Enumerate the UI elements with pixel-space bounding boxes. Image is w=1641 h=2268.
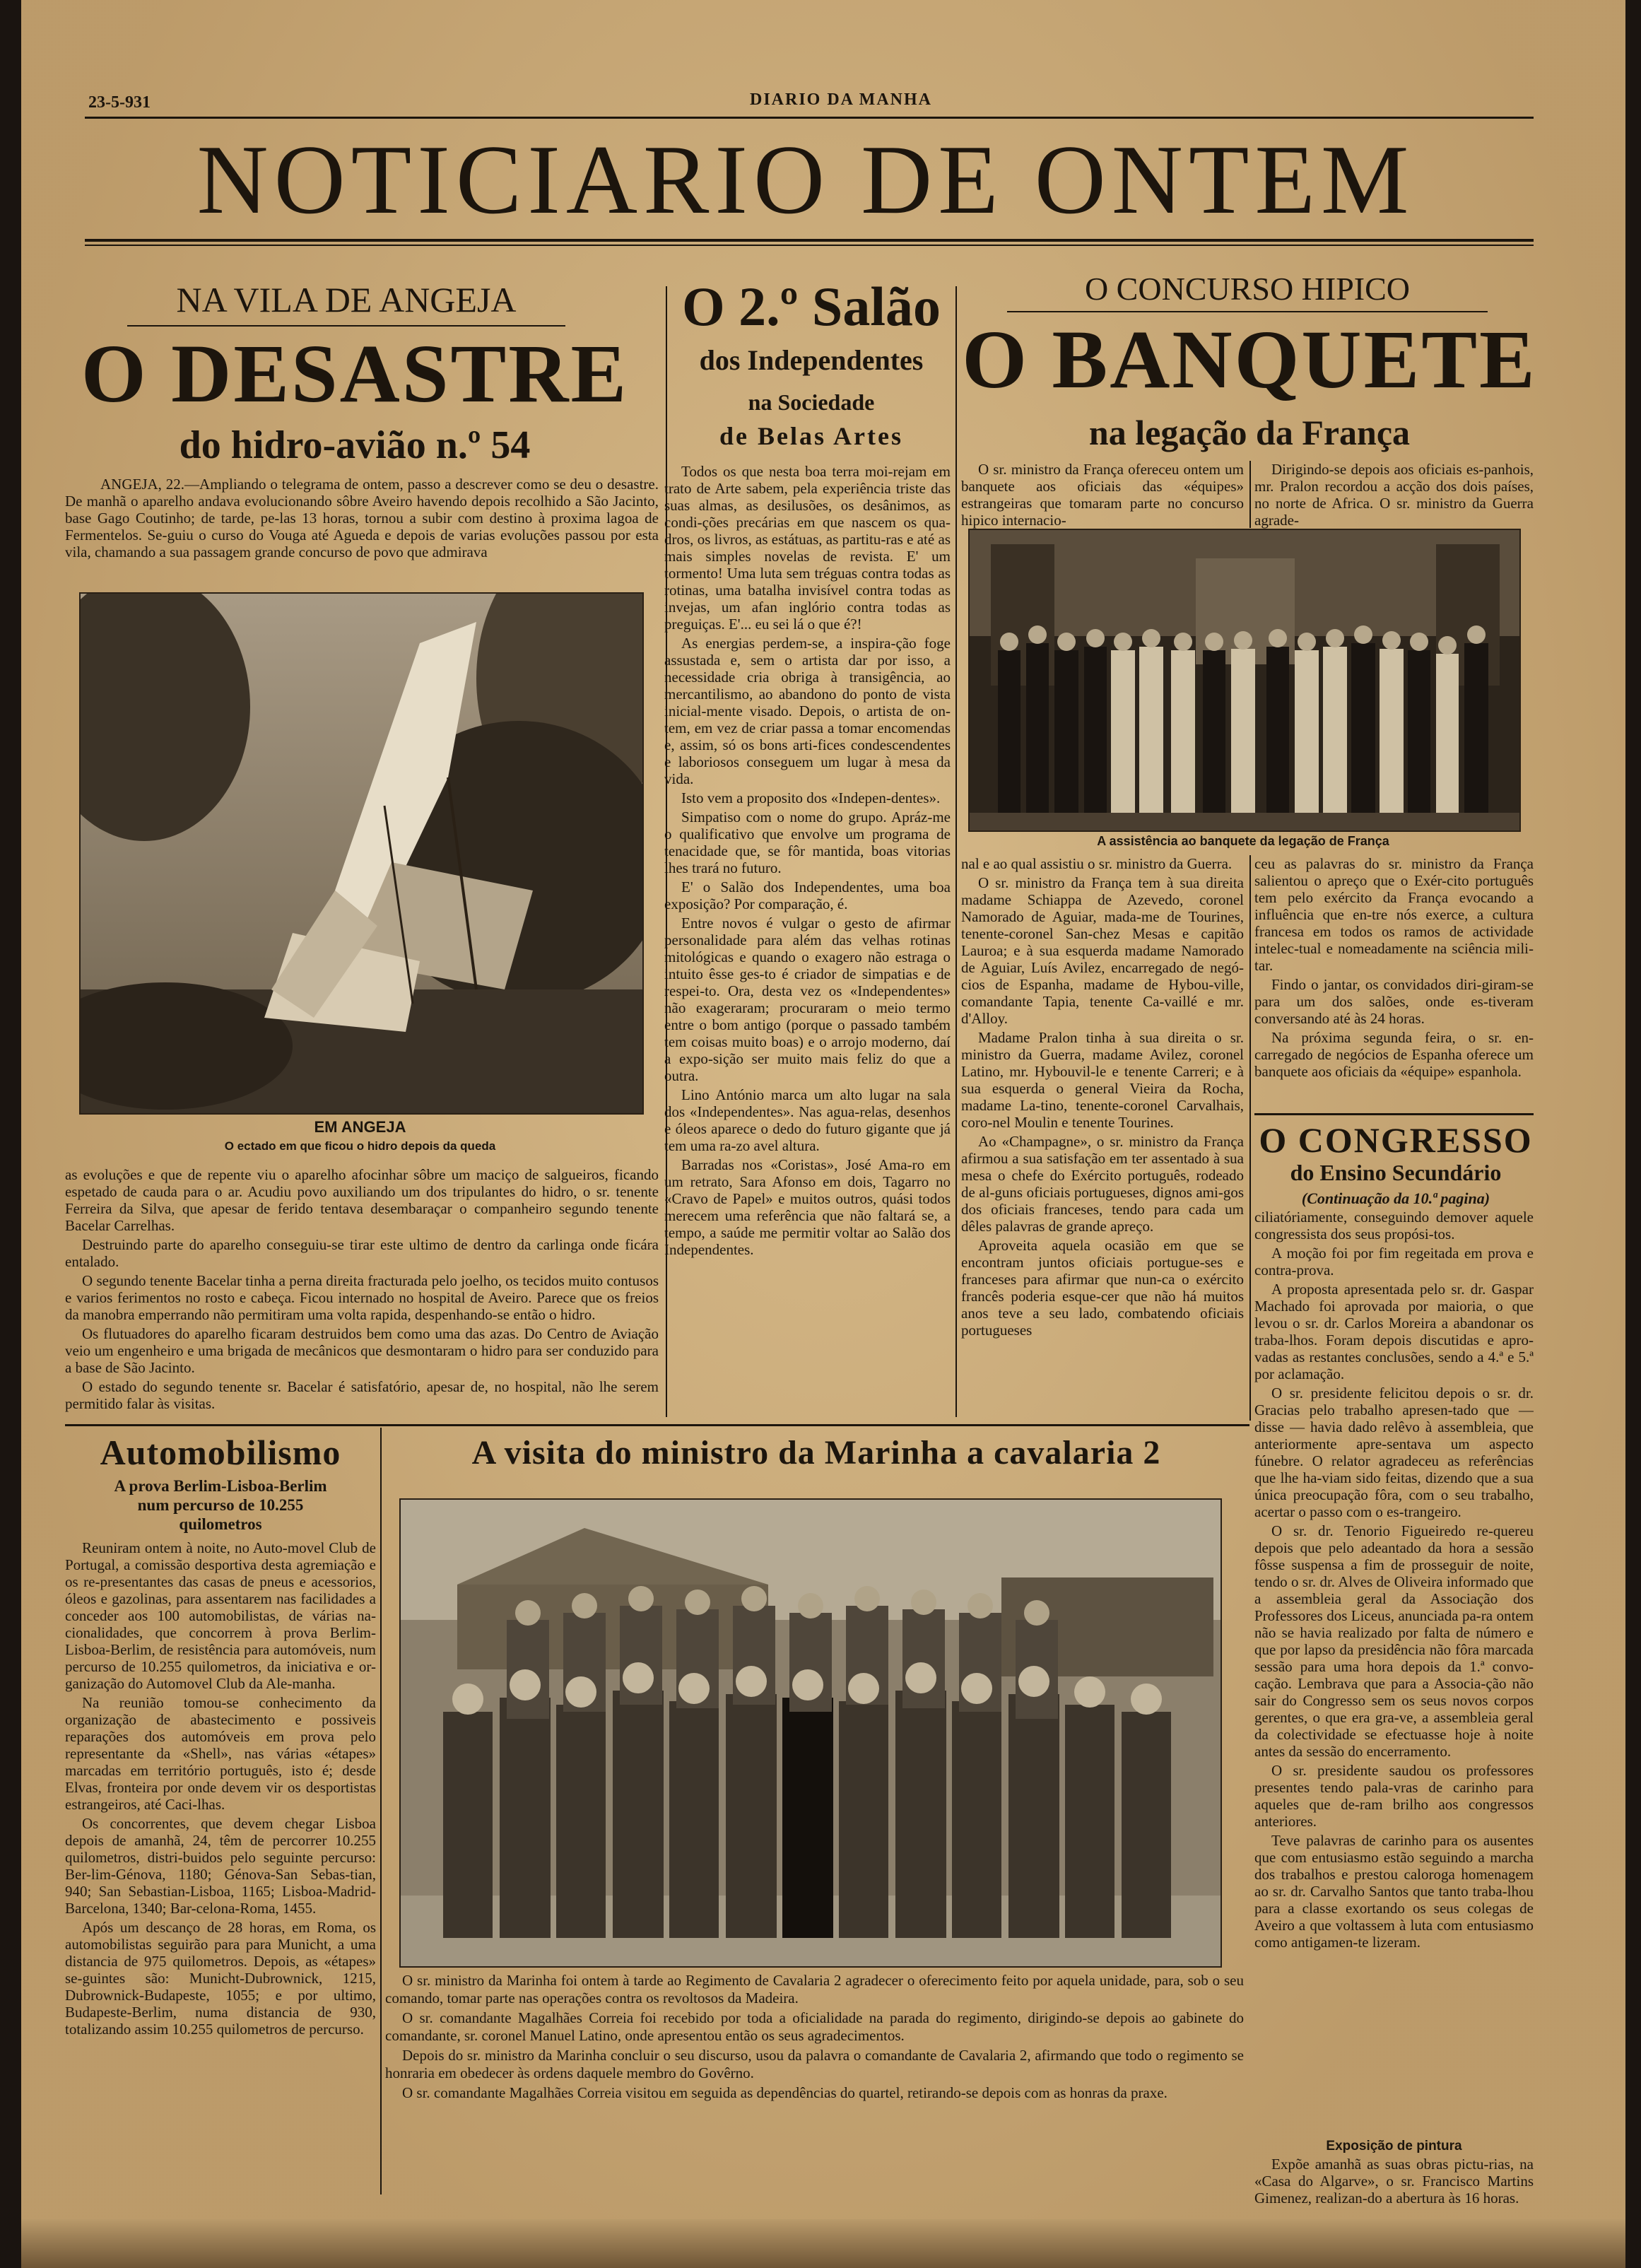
banquete-subhead: na legação da França [1088,413,1411,452]
angeja-paragraph: O estado do segundo tenente sr. Bacelar é satisfatório, apesar de, no hospital, não lhe serem permitido falar às visitas. [65,1378,659,1412]
banquete-kicker-rule [1007,311,1488,312]
issue-date: 23-5-931 [88,93,151,112]
banquete-col2 [1254,855,1534,1110]
congresso-paragraph: O sr. presidente saudou os professores presentes tendo pala-vras de carinho para aqueles que de-ram brilho aos congressos anteriores. [1254,1762,1534,1830]
salao-body [664,463,951,1421]
congresso-paragraph: A moção foi por fim regeitada em prova e contra-prova. [1254,1245,1534,1279]
header-rule [85,117,1534,119]
congresso-headline: O CONGRESSO [1259,1120,1533,1160]
banquete-headline: O BANQUETE [962,313,1537,406]
page-bottom-edge [21,2219,1625,2268]
angeja-kicker-rule [127,325,565,327]
angeja-photo-title: EM ANGEJA [314,1118,406,1136]
angeja-paragraph: Destruindo parte do aparelho conseguiu-se tirar este ultimo de dentro da carlinga onde ficára entalado. [65,1236,659,1270]
angeja-kicker: NA VILA DE ANGEJA [176,280,517,319]
angeja-photo [79,592,644,1115]
marinha-paragraph: Depois do sr. ministro da Marinha concluir o seu discurso, usou da palavra o comandante de Cavalaria 2, afirmando que todo o regimento se honraria em obedecer às ordens daquele membro do Govêrno. [385,2047,1244,2081]
banquete-paragraph: Findo o jantar, os convidados diri-giram-se para um dos salões, onde es-tiveram conversando até às 24 horas. [1254,976,1534,1027]
banquete-paragraph: Dirigindo-se depois aos oficiais es-panhois, mr. Pralon recordou a acção dos dois países, no norte de Africa. O sr. ministro da Guerra agrade- [1254,461,1534,529]
banquete-paragraph: Ao «Champagne», o sr. ministro da França afirmou a sua satisfação em ter assentado à sua mesa o chefe do Exército português, rodeado de al-guns oficiais portugueses, dignos ami-gos dos oficiais franceses, tendo para cada um dêles palavras de grande apreço. [961,1133,1244,1235]
congresso-body [1254,1209,1534,2134]
auto-paragraph: Reuniram ontem à noite, no Auto-movel Club de Portugal, a comissão desportiva desta agremiação e os re-presentantes das casas de pneus e acessorios, óleos e gazolinas, para assentarem nas facilidades a conceder aos 100 automobilistas, de várias na-cionalidades, que concorrem à prova Berlim-Lisboa-Berlim, de resistência para automóveis, num percurso de 10.255 quilometros, da iniciativa e or-ganização do Automovel Club da Ale-manha. [65,1539,376,1692]
banquete-paragraph: ceu as palavras do sr. ministro da França salientou o apreço que o Exér-cito português tem pelo exército da França evocando a influência que en-tre nós exerce, a cultura francesa em todos os ramos de actividade intelec-tual e nomeadamente na sciência mili-tar. [1254,855,1534,974]
page-title: NOTICIARIO DE ONTEM [196,125,1415,235]
angeja-headline: O DESASTRE [81,327,629,420]
banquete-paragraph: nal e ao qual assistiu o sr. ministro da Guerra. [961,855,1233,872]
marinha-headline: A visita do ministro da Marinha a cavalaria 2 [471,1434,1161,1471]
congresso-paragraph: A proposta apresentada pelo sr. dr. Gaspar Machado foi aprovada por maioria, o que levou o sr. dr. Carlos Moreira a abandonar os traba-lhos. Foram depois discutidas e apro-vadas as restantes conclusões, sendo a 4.ª e 5.ª por aclamação. [1254,1281,1534,1382]
column-divider [380,1428,382,2194]
banquete-paragraph: O sr. ministro da França ofereceu ontem um banquete aos oficiais das «équipes» estrangeiras que tomaram parte no concurso hipico internacio- [961,461,1244,529]
masthead-rule-thin [85,245,1534,246]
auto-subhead-2: num percurso de 10.255 [137,1496,304,1514]
salao-paragraph: Lino António marca um alto lugar na sala dos «Independentes». Nas agua-relas, desenhos e óleos aparece o dedo do futuro gigante que já tem uma ra-zo avel altura. [664,1086,951,1154]
banquete-top-right [1254,461,1534,531]
salao-subhead-3: de Belas Artes [719,422,903,450]
banquete-paragraph: O sr. ministro da França tem à sua direita madame Schiappa de Azevedo, coronel Namorado de Aguiar, mada-me de Tourines, tenente-coronel San-chez Mesas e capitão Lauroa; e à sua esquerda madame Namorado de Aguiar, Luís Avilez, encarregado de negó-cios de Espanha, madame de Hybou-ville, comandante Tapia, tenente Ca-vaillé e mr. d'Alloy. [961,874,1244,1027]
congresso-paragraph: ciliatóriamente, conseguindo demover aquele congressista dos seus propósi-tos. [1254,1209,1534,1242]
angeja-body [65,1166,659,1428]
marinha-photo [399,1498,1222,1968]
angeja-photo-caption: O ectado em que ficou o hidro depois da queda [224,1139,496,1153]
auto-paragraph: Os concorrentes, que devem chegar Lisboa depois de amanhã, 24, têm de percorrer 10.255 quilometros, distri-buidos pelo seguinte percurso: Ber-lim-Génova, 1180; Génova-San Sebas-tian, 940; San Sebastian-Lisboa, 1165; Lisboa-Madrid-Barcelona, 1340; Bar-celona-Roma, 1455. [65,1815,376,1917]
salao-paragraph: Isto vem a proposito dos «Indepen-dentes». [681,789,941,806]
masthead-rule [85,239,1534,242]
congresso-paragraph: Teve palavras de carinho para os ausentes que com entusiasmo estão seguindo a marcha dos trabalhos e prestou caloroga homenagem ao sr. dr. Carvalho Santos que tanto traba-lhou para a classe exortando os seus colegas de Aveiro a que voltassem à luta com entusiasmo como antigamen-te lizeram. [1254,1832,1534,1951]
newspaper-page [21,0,1625,2268]
salao-headline: O 2.º Salão [682,276,941,337]
congresso-top-rule [1254,1113,1534,1115]
banquete-paragraph: Aproveita aquela ocasião em que se encontram juntos oficiais portugue-ses e franceses para afirmar que nun-ca o exército francês poderia esque-cer que não há muitos anos teve a seu lado, combatendo oficiais portugueses [961,1237,1244,1339]
banquet-guests-image [970,530,1519,830]
salao-paragraph: As energias perdem-se, a inspira-ção foge assustada e, sem o artista dar por isso, a necessidade cria obriga à transigência, ao mercantilismo, ao abandono do ponto de vista inicial-mente visado. Depois, o artista de on-tem, em vez de criar passa a tomar encomendas e, assim, só os bons arti-fices condescendentes e laboriosos conseguem um lugar à mesa da vida. [664,635,951,787]
auto-headline: Automobilismo [100,1433,341,1472]
salao-subhead-2: na Sociedade [748,389,875,415]
auto-paragraph: Após um descanço de 28 horas, em Roma, os automobilistas seguirão para para Municht, a uma distancia de 975 quilometros. Depois, as «étapes» se-guintes são: Municht-Dubrownick, 1215, Dubrownick-Budapeste, 1055; e por ultimo, Budapeste-Berlim, numa distancia de 930, totalizando assim 10.255 quilometros de percurso. [65,1919,376,2038]
auto-subhead-3: quilometros [179,1515,262,1533]
marinha-paragraph: O sr. ministro da Marinha foi ontem à tarde ao Regimento de Cavalaria 2 agradecer o oferecimento feito por aquela unidade, para, sob o seu comando, tomar parte nas operações contra os revoltosos da Madeira. [385,1972,1244,2006]
banquete-paragraph: Madame Pralon tinha à sua direita o sr. ministro da Guerra, madame Avilez, coronel Latino, mr. Hybouvil-le e tenente Carreri; e à sua esquerda o general Vieira da Rocha, madame La-tino, tenente-coronel Carvalhais, coro-nel Moulin e tenente Tourines. [961,1029,1244,1131]
marinha-paragraph: O sr. comandante Magalhães Correia visitou em seguida as dependências do quartel, retirando-se depois com as honras da praxe. [402,2084,1167,2101]
salao-paragraph: Simpatiso com o nome do grupo. Apráz-me o qualificativo que envolve um programa de tenacidade que, se fôr mantida, boas vitorias lhes trará no futuro. [664,809,951,876]
salao-paragraph: Barradas nos «Coristas», José Ama-ro em um retrato, Sara Afonso em dois, Tagarro no «Cravo de Papel» e muitos outros, quási todos merecem uma referência que não faltará se, a tempo, a saúde me permitir voltar ao Salão dos Independentes. [664,1156,951,1258]
banquete-photo [968,529,1521,832]
officers-group-image [401,1500,1221,1966]
angeja-paragraph: O segundo tenente Bacelar tinha a perna direita fracturada pelo joelho, os tecidos muito contusos e varios ferimentos no rosto e cabeça. Ficou internado no hospital de Aveiro. Parece que os freios da manobra emperrando não permitiram uma volta rapida, despenhando-se então o hidro. [65,1272,659,1323]
congresso-subhead: do Ensino Secundário [1290,1160,1502,1185]
auto-paragraph: Na reunião tomou-se conhecimento da organização de abastecimento e possiveis reparações dos automóveis em prova pelo representante da «Shell», nas várias «étapes» marcadas em território português, isto é; desde Elvas, fronteira por onde devem vir os desportistas estrangeiros, até Caci-lhas. [65,1694,376,1813]
angeja-subhead: do hidro-avião n.º 54 [179,423,531,467]
auto-body [65,1539,376,2190]
section-divider [65,1424,1249,1426]
angeja-intro-text: ANGEJA, 22.—Ampliando o telegrama de ontem, passo a descrever como se deu o desastre. De manhã o aparelho andava evolucionando sôbre Aveiro havendo depois recolhido a São Jacinto, base Gago Coutinho; de tarde, pe-las 13 horas, tornou a subir com destino à proxima lagoa de Fermentelos. Se-guiu o curso do Vouga até Agueda e depois de varias evoluções passou por esta vila, chamando a sua passagem grande concurso de povo que admirava [65,476,659,560]
crashed-seaplane-image [81,594,642,1113]
angeja-intro [65,476,659,582]
angeja-paragraph: as evoluções e que de repente viu o aparelho afocinhar sôbre um maciço de salgueiros, ficando espetado de cauda para o ar. Acudiu povo auxiliando um dos tripulantes do hidro, o sr. tenente Ferreira da Silva, que apesar de ferido tentava desembaraçar o companheiro segundo tenente Bacelar Carrelhas. [65,1166,659,1234]
salao-paragraph: E' o Salão dos Independentes, uma boa exposição? Por comparação, é. [664,879,951,912]
congresso-paragraph: O sr. presidente felicitou depois o sr. dr. Gracias pelo trabalho apresen-tado que — disse — havia dado relêvo à assembleia, que anteriormente apre-sentava um aspecto fúnebre. O relator agradeceu as referências que lhe ha-viam sido feitas, dizendo que a sua única preocupação fôra, com o seu trabalho, acertar o passo com o es-trangeiro. [1254,1385,1534,1520]
salao-paragraph: Todos os que nesta boa terra moi-rejam em trato de Arte sabem, pela experiência triste das suas almas, as desilusões, os desânimos, as condi-ções precárias em que nascem os qua-dros, os livros, as estátuas, as partitu-ras e até as mais simples novelas de revista. E' um tormento! Uma luta sem tréguas contra todas as rotinas, uma batalha invisível contra todas as invejas, um afan inglório contra todas as preguiças. E'... eu sei lá o que é?! [664,463,951,633]
exposicao-title: Exposição de pintura [1326,2139,1462,2154]
exposicao-text: Expõe amanhã as suas obras pictu-rias, na «Casa do Algarve», o sr. Francisco Martins Gimenez, realizan-do a abertura às 16 horas. [1254,2156,1534,2207]
marinha-paragraph: O sr. comandante Magalhães Correia foi recebido por toda a oficialidade na parada do regimento, dirigindo-se depois ao gabinete do comandante, sr. coronel Manuel Latino, onde apresentou então os seus agradecimentos. [385,2009,1244,2044]
banquete-top-left [961,461,1244,531]
newspaper-name: DIARIO DA MANHA [750,90,932,109]
exposicao-body [1254,2156,1534,2226]
banquete-paragraph: Na próxima segunda feira, o sr. en-carregado de negócios de Espanha oferece um banquete aos oficiais da «équipe» espanhola. [1254,1029,1534,1080]
banquete-kicker: O CONCURSO HIPICO [1084,271,1411,307]
banquete-col1 [961,855,1244,1421]
column-divider [955,286,957,1417]
banquete-top-divider [1249,461,1251,528]
salao-subhead: dos Independentes [699,344,924,376]
congresso-paragraph: O sr. dr. Tenorio Figueiredo re-quereu depois que pelo adeantado da hora a sessão fôsse suspensa a fim de prosseguir de noite, tendo o sr. dr. Alves de Oliveira informado que a assembleia geral da Associação dos Professores dos Liceus, anunciada pa-ra ontem não se havia realizado por falta de número e que por lapso da presidência não fôra marcada sessão para uma hora depois da 1.ª convo-cação. Lembrava que para a Associa-ção não sair do Congresso sem os seus novos corpos gerentes, o que era gra-ve, a assembleia geral da colectividade se efectuasse hoje à noite antes da sessão do encerramento. [1254,1522,1534,1760]
congresso-continuation: (Continuação da 10.ª pagina) [1301,1189,1490,1207]
banquete-column-divider [1249,855,1251,1421]
angeja-paragraph: Os flutuadores do aparelho ficaram destruidos bem como uma das azas. Do Centro de Aviação veio um engenheiro e uma brigada de mecânicos que desmontaram o hidro para ser conduzido para a base de São Jacinto. [65,1325,659,1376]
salao-paragraph: Entre novos é vulgar o gesto de afirmar personalidade para além das velhas rotinas mitológicas e quando o exagero não estraga o intuito êsse ges-to é criador de simpatias e de respei-to. Ora, desta vez os «Independentes» não exageraram; procuraram o meio termo entre o bom antigo (porque o passado também tem coisas muito boas) e o arrojo moderno, daí a expo-sição ser muito mais feliz do que a outra. [664,915,951,1084]
auto-subhead: A prova Berlim-Lisboa-Berlim [114,1477,327,1495]
marinha-body [385,1972,1244,2191]
banquete-photo-caption: A assistência ao banquete da legação de França [1097,834,1389,848]
